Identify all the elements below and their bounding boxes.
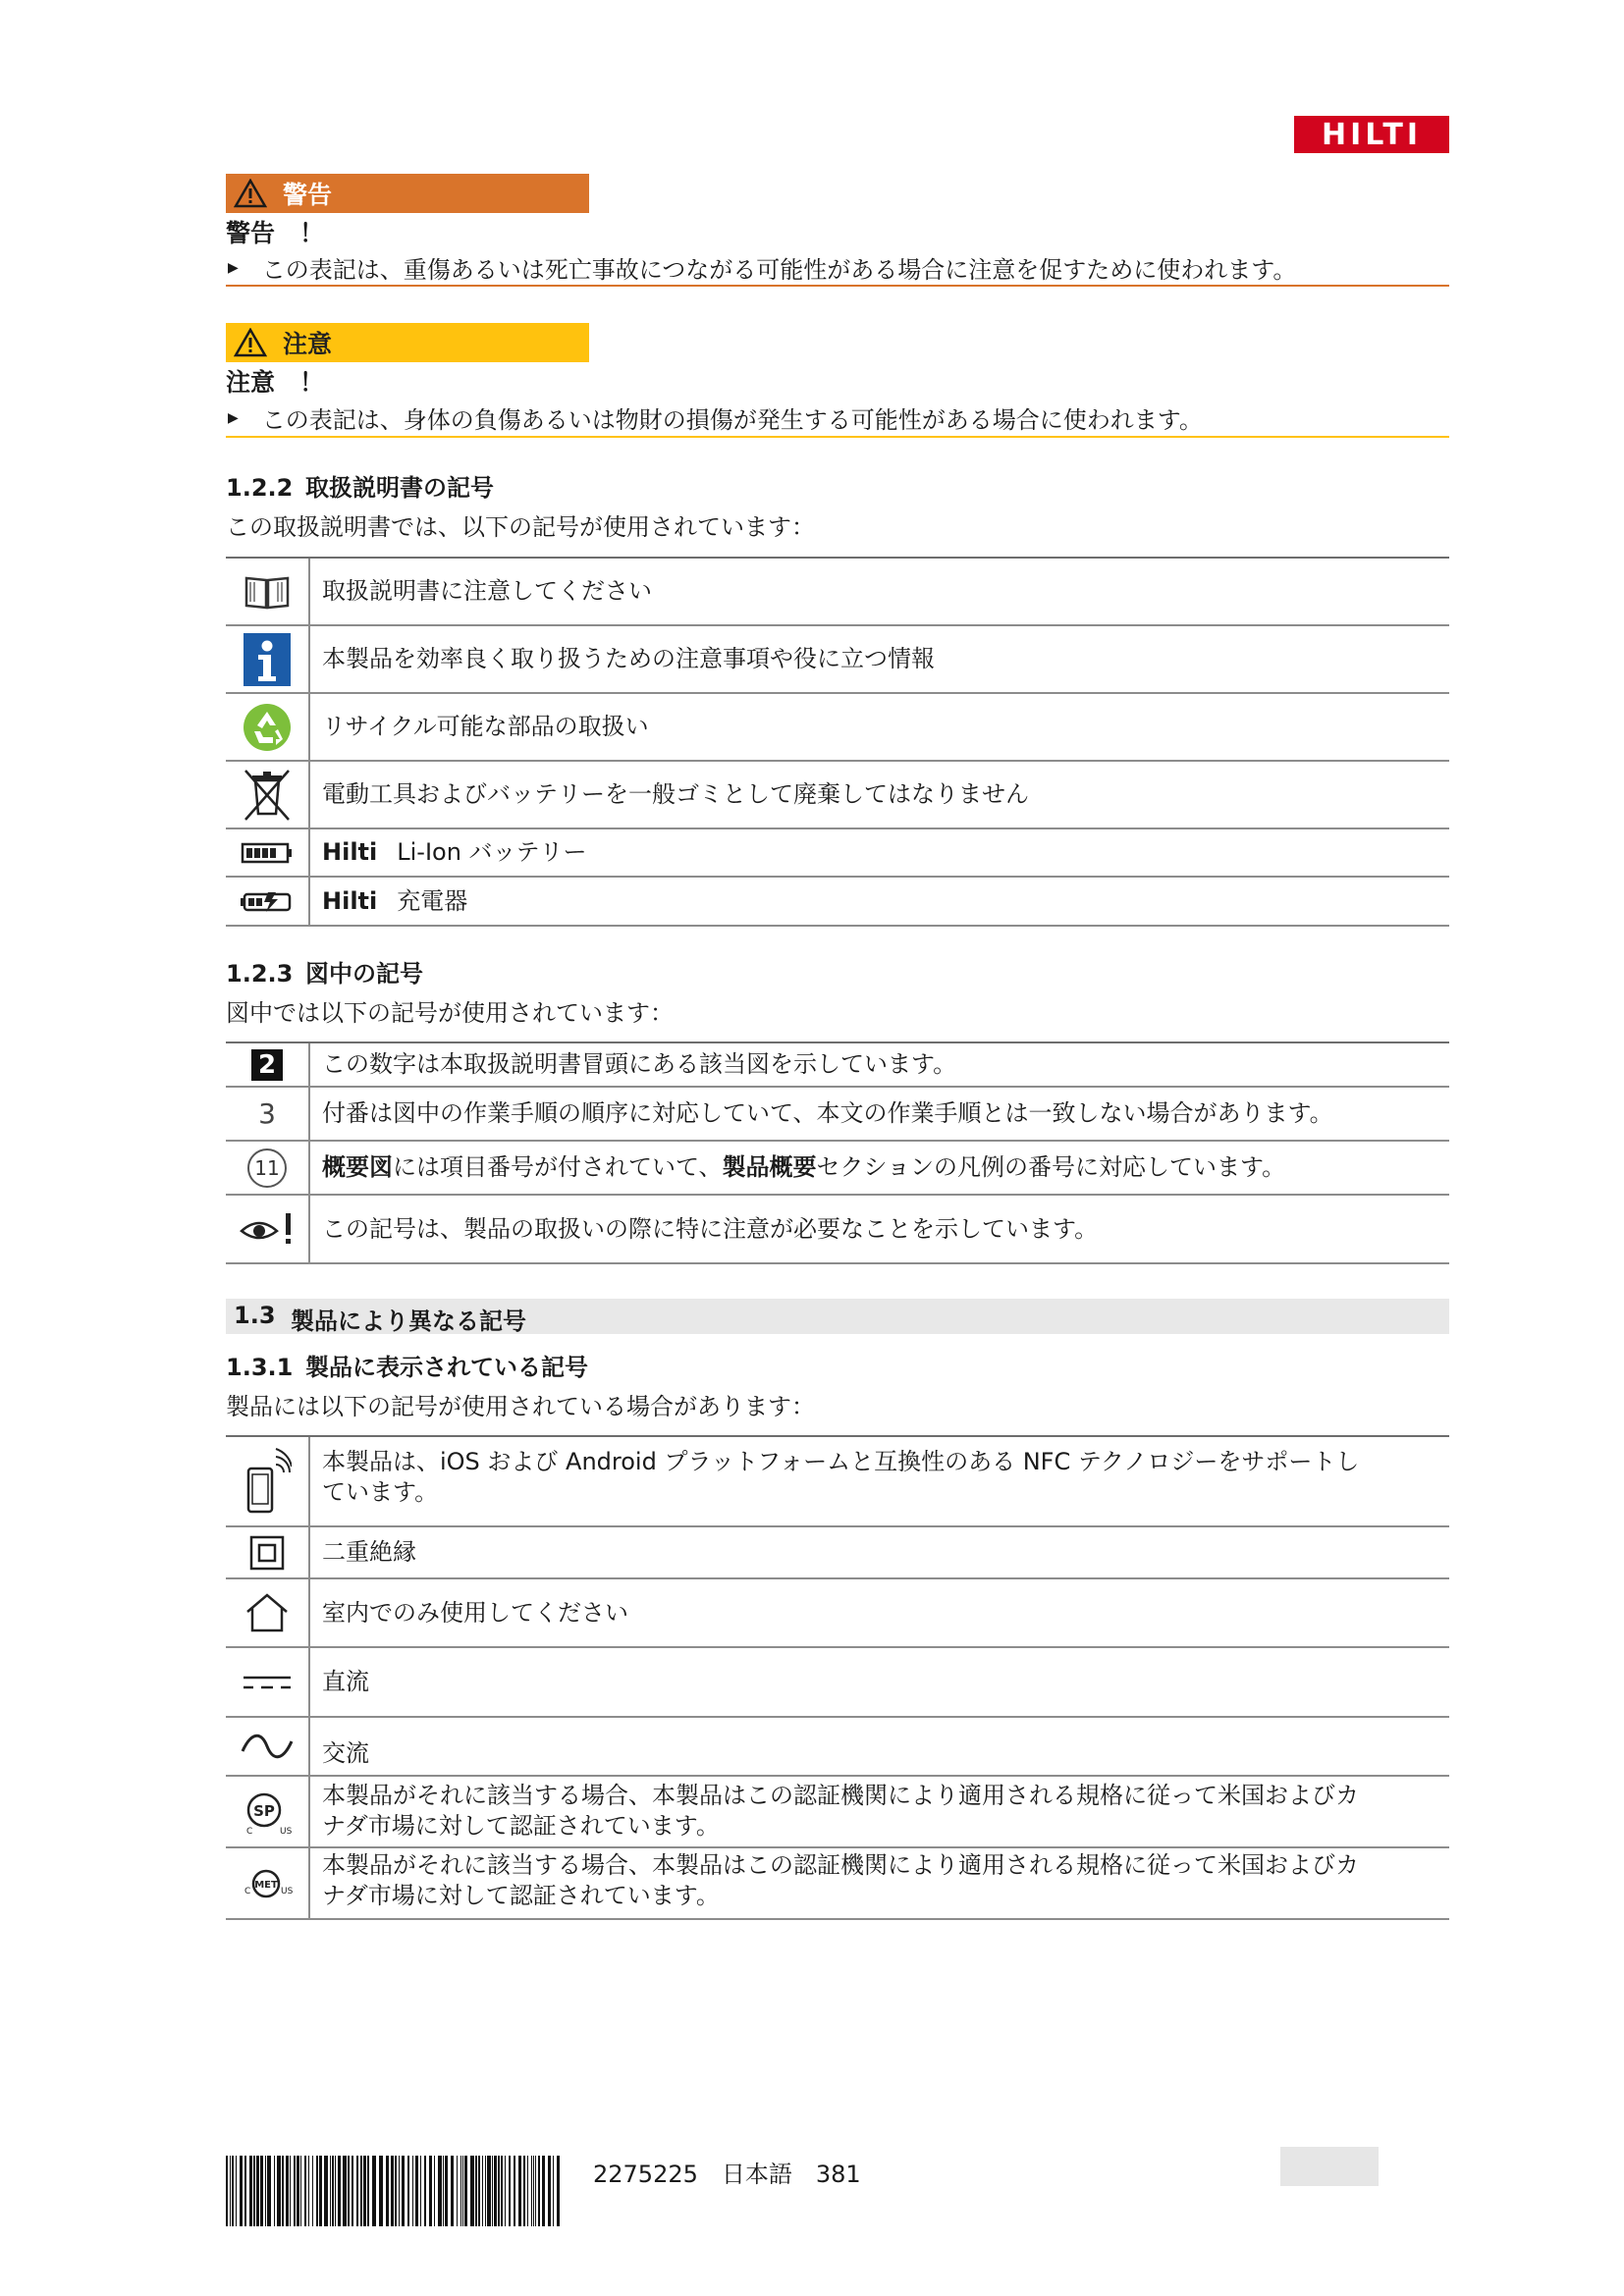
table-row — [226, 626, 1449, 694]
row-text-line: 本製品がそれに該当する場合、本製品はこの認証機関により適用される規格に従って米国およびカ — [322, 1851, 1359, 1879]
table-row — [226, 1043, 1449, 1088]
section-intro-1-3-1: 製品には以下の記号が使用されている場合があります： — [226, 1393, 815, 1420]
section-number: 1.2.2 — [226, 474, 294, 502]
met-cert-icon — [226, 1848, 310, 1918]
bullet-triangle-icon: ▶ — [228, 409, 239, 426]
caution-bar-label: 注意 — [283, 330, 333, 358]
nfc-phone-icon — [226, 1437, 310, 1525]
row-text-line: ナダ市場に対して認証されています。 — [322, 1882, 720, 1909]
row-text-body: 充電器 — [397, 886, 468, 915]
bullet-triangle-icon: ▶ — [228, 259, 239, 276]
section-number: 1.2.3 — [226, 960, 294, 988]
row-text-line: ナダ市場に対して認証されています。 — [322, 1812, 720, 1840]
table-row — [226, 1196, 1449, 1264]
row-text: 本製品を効率良く取り扱うための注意事項や役に立つ情報 — [322, 645, 935, 672]
warning-triangle-icon — [234, 179, 267, 208]
figure-number-icon — [226, 1043, 310, 1086]
svg-text:MET: MET — [254, 1879, 278, 1891]
svg-text:US: US — [281, 1886, 294, 1896]
logo-text: HILTI — [1321, 117, 1423, 152]
eye-attention-icon — [226, 1196, 310, 1262]
svg-text:C: C — [246, 1826, 253, 1836]
step-number-symbol: 3 — [258, 1097, 276, 1130]
table-row — [226, 1437, 1449, 1527]
section-title: 図中の記号 — [305, 960, 423, 988]
row-text — [310, 878, 1449, 925]
table-row — [226, 1648, 1449, 1718]
brand-name: Hilti — [322, 886, 378, 915]
section-heading-1-2-2 — [226, 468, 494, 503]
table-row — [226, 1777, 1449, 1848]
table-row — [226, 878, 1449, 927]
caution-body-text: この表記は、身体の負傷あるいは物財の損傷が発生する可能性がある場合に使われます。 — [261, 406, 1203, 434]
footer-text: 2275225 日本語 381 — [593, 2161, 861, 2188]
charger-icon — [226, 878, 310, 925]
warning-triangle-icon — [234, 328, 267, 357]
warning-underline — [226, 285, 1449, 287]
product-symbols-table — [226, 1435, 1449, 1920]
barcode-icon — [226, 2156, 564, 2226]
row-text: 二重絶縁 — [322, 1538, 416, 1566]
row-text-body: Li-Ion バッテリー — [397, 838, 587, 866]
caution-underline — [226, 436, 1449, 438]
table-row — [226, 1088, 1449, 1142]
table-row — [226, 559, 1449, 626]
direct-current-icon — [226, 1648, 310, 1716]
item-number-symbol: 11 — [247, 1148, 287, 1188]
row-text-line: 本製品がそれに該当する場合、本製品はこの認証機関により適用される規格に従って米国およびカ — [322, 1782, 1359, 1809]
caution-bar — [226, 323, 589, 362]
footer-page-box — [1280, 2147, 1379, 2186]
row-text — [310, 1142, 1449, 1194]
warning-heading: 警告 ！ — [226, 219, 325, 247]
item-number-icon — [226, 1142, 310, 1194]
manual-book-icon — [226, 559, 310, 624]
bold-term: 製品概要 — [722, 1153, 817, 1181]
row-text-body: セクションの凡例の番号に対応しています。 — [816, 1153, 1286, 1181]
caution-body — [226, 400, 1203, 435]
section-title: 製品により異なる記号 — [291, 1308, 526, 1335]
step-number-icon — [226, 1088, 310, 1140]
row-text: 交流 — [322, 1739, 369, 1767]
svg-text:C: C — [244, 1886, 251, 1896]
manual-symbols-table — [226, 557, 1449, 927]
row-text: リサイクル可能な部品の取扱い — [322, 713, 649, 740]
section-title: 取扱説明書の記号 — [305, 474, 494, 502]
warning-body-text: この表記は、重傷あるいは死亡事故につながる可能性がある場合に注意を促すために使われます。 — [261, 256, 1297, 284]
section-intro-1-2-3: 図中では以下の記号が使用されています： — [226, 999, 674, 1027]
warning-bar — [226, 174, 589, 213]
section-number: 1.3.1 — [226, 1354, 294, 1381]
brand-name: Hilti — [322, 838, 378, 866]
warning-body — [226, 250, 1296, 285]
row-text-line: 本製品は、iOS および Android プラットフォームと互換性のある NFC テクノロジーをサポートし — [322, 1448, 1360, 1475]
info-icon — [226, 626, 310, 692]
section-intro-1-2-2: この取扱説明書では、以下の記号が使用されています： — [226, 513, 815, 541]
svg-text:SP: SP — [253, 1801, 275, 1820]
warning-bar-label: 警告 — [283, 181, 333, 209]
table-row — [226, 1718, 1449, 1777]
bold-term: 概要図 — [322, 1153, 393, 1181]
row-text: この数字は本取扱説明書冒頭にある該当図を示しています。 — [322, 1050, 957, 1078]
indoor-house-icon — [226, 1579, 310, 1646]
row-text — [310, 1777, 1449, 1846]
section-title: 製品に表示されている記号 — [305, 1354, 588, 1381]
crossed-bin-icon — [226, 762, 310, 828]
table-row — [226, 1527, 1449, 1579]
section-band-1-3 — [226, 1299, 1449, 1334]
table-row — [226, 1142, 1449, 1196]
section-heading-1-2-3 — [226, 954, 423, 988]
table-row — [226, 762, 1449, 829]
alternating-current-icon — [226, 1718, 310, 1775]
row-text: 取扱説明書に注意してください — [322, 577, 652, 605]
table-row — [226, 694, 1449, 762]
row-text — [310, 1848, 1449, 1918]
csa-cert-icon — [226, 1777, 310, 1846]
table-row — [226, 1579, 1449, 1648]
row-text: 室内でのみ使用してください — [322, 1598, 628, 1627]
section-heading-1-3-1 — [226, 1348, 588, 1382]
row-text-line: ています。 — [322, 1478, 439, 1506]
row-text: 電動工具およびバッテリーを一般ゴミとして廃棄してはなりません — [322, 780, 1029, 808]
battery-icon — [226, 829, 310, 876]
row-text: 直流 — [322, 1668, 369, 1695]
row-text: 付番は図中の作業手順の順序に対応していて、本文の作業手順とは一致しない場合があります。 — [322, 1099, 1333, 1127]
figure-symbols-table — [226, 1041, 1449, 1264]
recycle-icon — [226, 694, 310, 760]
row-text — [310, 1437, 1449, 1525]
caution-heading: 注意 ！ — [226, 368, 325, 397]
row-text-body: には項目番号が付されていて、 — [393, 1153, 723, 1181]
row-text — [310, 829, 1449, 876]
table-row — [226, 1848, 1449, 1920]
hilti-logo — [1294, 116, 1449, 153]
double-insulation-icon — [226, 1527, 310, 1577]
svg-text:US: US — [280, 1826, 292, 1836]
row-text: この記号は、製品の取扱いの際に特に注意が必要なことを示しています。 — [322, 1214, 1099, 1243]
figure-number-symbol: 2 — [251, 1049, 283, 1081]
section-number: 1.3 — [234, 1302, 276, 1329]
table-row — [226, 829, 1449, 878]
